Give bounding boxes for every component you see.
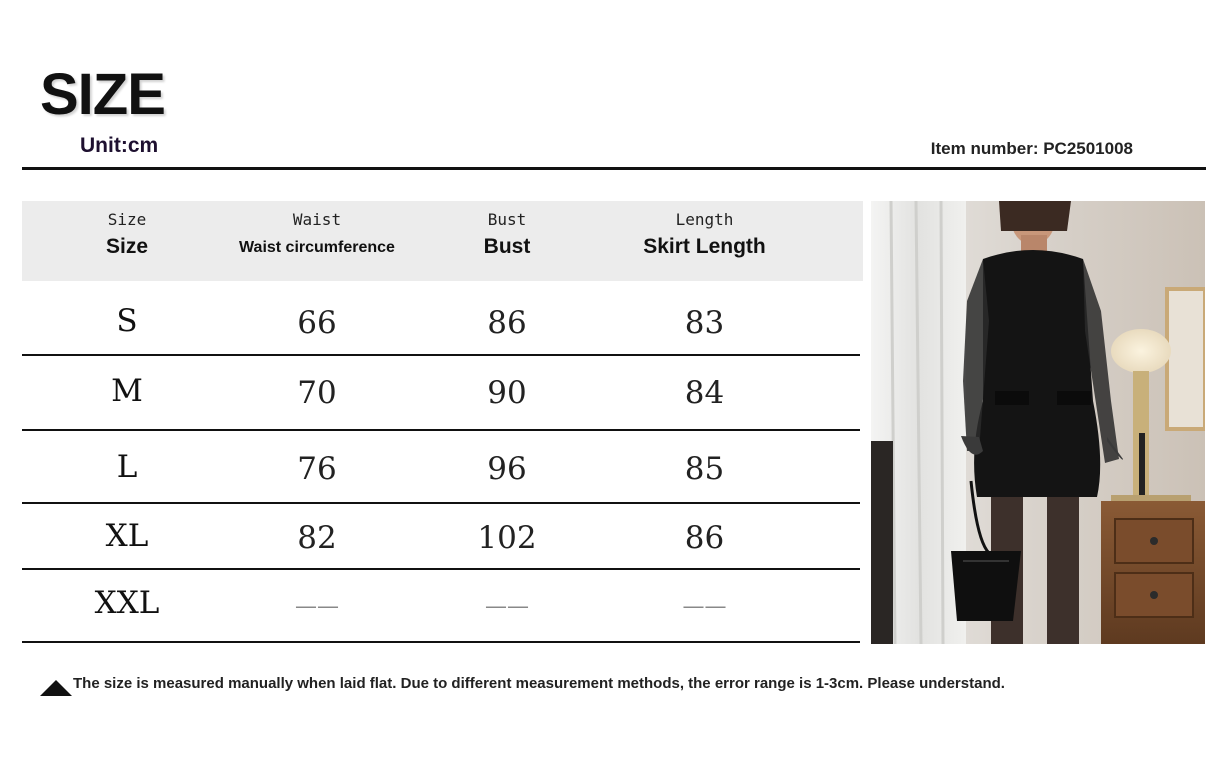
header-length-code: Length bbox=[675, 210, 734, 229]
header-bust-code: Bust bbox=[487, 210, 527, 229]
bust-cell: 86 bbox=[487, 305, 527, 341]
header-waist-label: Waist circumference bbox=[239, 239, 395, 256]
header-waist bbox=[222, 201, 412, 281]
product-photo bbox=[871, 201, 1205, 644]
length-cell: 84 bbox=[684, 375, 725, 411]
size-cell: S bbox=[116, 303, 138, 339]
bust-cell: —— bbox=[485, 594, 529, 619]
header-length-label: Skirt Length bbox=[643, 235, 766, 258]
waist-cell: 70 bbox=[297, 375, 337, 411]
waist-cell: 76 bbox=[297, 451, 337, 487]
table-row bbox=[22, 504, 860, 570]
size-cell: M bbox=[111, 373, 143, 409]
header-waist-code: Waist bbox=[292, 210, 342, 229]
unit-label: Unit:cm bbox=[80, 134, 159, 157]
table-row bbox=[22, 356, 860, 431]
dress-model-illustration bbox=[871, 201, 1205, 644]
size-title: SIZE bbox=[40, 62, 165, 127]
table-row bbox=[22, 431, 860, 504]
size-cell: XXL bbox=[94, 585, 160, 621]
waist-cell: —— bbox=[295, 594, 339, 619]
size-cell: XL bbox=[105, 518, 149, 554]
item-number: Item number: PC2501008 bbox=[930, 139, 1133, 158]
length-cell: 83 bbox=[684, 305, 725, 341]
bust-cell: 102 bbox=[477, 520, 537, 556]
size-table bbox=[22, 201, 863, 621]
length-cell: 85 bbox=[684, 451, 725, 487]
header-size bbox=[62, 201, 192, 281]
header-length bbox=[617, 201, 792, 281]
table-row bbox=[22, 570, 860, 643]
warning-triangle-icon bbox=[40, 680, 72, 696]
waist-cell: 82 bbox=[297, 520, 337, 556]
length-cell: 86 bbox=[684, 520, 725, 556]
table-row bbox=[22, 281, 860, 356]
waist-cell: 66 bbox=[297, 305, 337, 341]
header-divider bbox=[22, 167, 1206, 170]
note-text: The size is measured manually when laid flat. Due to different measurement methods, the error range is 1-3cm. Please understand. bbox=[73, 675, 1005, 692]
header-bust bbox=[447, 201, 567, 281]
bust-cell: 90 bbox=[487, 375, 527, 411]
table-header bbox=[22, 201, 863, 281]
length-cell: —— bbox=[682, 594, 727, 619]
bust-cell: 96 bbox=[487, 451, 527, 487]
header-size-code: Size bbox=[107, 210, 147, 229]
header-size-label: Size bbox=[105, 235, 149, 258]
header-bust-label: Bust bbox=[483, 235, 531, 258]
size-cell: L bbox=[116, 449, 138, 485]
